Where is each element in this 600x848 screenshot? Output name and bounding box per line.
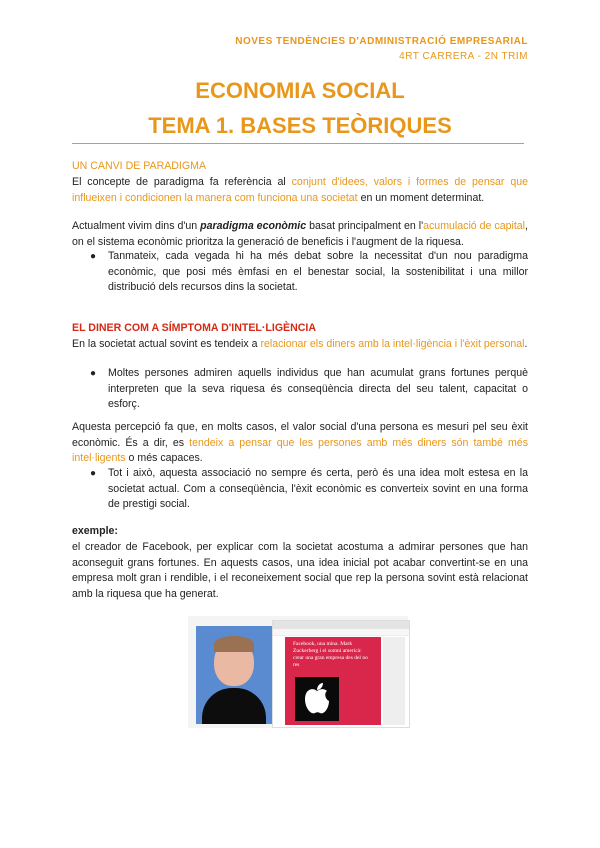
text-run: . (524, 338, 528, 350)
text-run: En la societat actual sovint es tendeix a (72, 338, 261, 350)
article-headline: Facebook, una mina. Mark Zuckerberg i el somni americà: crear una gran empresa des del no res (293, 641, 368, 668)
text-run: basat principalment en l' (306, 220, 424, 232)
title-divider (72, 143, 524, 144)
site-nav-bar (273, 629, 409, 636)
example-label: exemple: (72, 525, 118, 537)
highlight-text: conjunt d'idees, valors i formes de pensar que influeixen i condicionen la manera com funciona una societat (72, 176, 528, 204)
example-figure (188, 616, 408, 728)
bullet-text-prestige: Tot i això, aquesta associació no sempre és certa, però és una idea molt estesa en la societat actual. Com a conseqüència, l'èxit econòmic es converteix sovint en una forma de prestigi social. (108, 467, 528, 511)
photo-shirt (202, 688, 266, 724)
document-title: ECONOMIA SOCIAL (195, 78, 405, 103)
news-article-screenshot (272, 620, 410, 728)
highlight-text: relacionar els diners amb la intel·ligència i l'èxit personal (260, 338, 525, 350)
bullet-marker: ● (90, 368, 97, 379)
course-header: NOVES TENDÈNCIES D'ADMINISTRACIÓ EMPRESARIAL (235, 36, 528, 47)
term-header: 4RT CARRERA - 2N TRIM (399, 51, 528, 62)
text-run: o més capaces. (125, 452, 203, 465)
bullet-text-new-paradigm: Tanmateix, cada vegada hi ha més debat sobre la necessitat d'un nou paradigma econòmic, que posi més èmfasi en el benestar social, la sostenibilitat i una millor distribució dels recursos dins la societat. (108, 250, 528, 294)
paragraph-paradigm-definition (72, 175, 528, 206)
document-subtitle: TEMA 1. BASES TEÒRIQUES (148, 113, 452, 138)
browser-bar (273, 621, 409, 629)
section-heading-paradigm: UN CANVI DE PARADIGMA (72, 160, 207, 172)
paragraph-social-value (72, 420, 528, 467)
bullet-text-admiration: Moltes persones admiren aquells individus que han acumulat grans fortunes perquè interpreten que la seva riquesa és conseqüència directa del seu talent, capacitat o esforç. (108, 367, 528, 411)
text-run: en un moment determinat. (357, 191, 485, 204)
apple-logo-image (295, 677, 339, 721)
bullet-marker: ● (90, 251, 97, 262)
apple-logo-icon (295, 677, 339, 721)
article-sidebar (383, 637, 405, 725)
photo-hair (214, 636, 254, 652)
emphasis-text: paradigma econòmic (200, 220, 307, 232)
text-run: , on el sistema econòmic prioritza la generació de beneficis i l'augment de la riquesa. (72, 220, 528, 248)
example-text: el creador de Facebook, per explicar com la societat acostuma a admirar persones que han aconseguit grans fortunes. En aquests casos, una idea inicial pot acabar convertint-se en una empresa molt gran i rendible, i el reconeixement social que rep la persona sovint està relacionat amb la riquesa que ha generat. (72, 541, 528, 600)
founder-photo (196, 626, 272, 724)
text-run: Aquesta percepció fa que, en molts casos, el valor social d'una persona es mesuri pel seu èxit econòmic. És a dir, es (72, 421, 528, 449)
text-run: El concepte de paradigma fa referència al (72, 176, 292, 188)
highlight-text: tendeix a pensar que les persones amb més diners són també més intel·ligents (72, 436, 528, 465)
paragraph-economic-paradigm (72, 219, 528, 250)
bullet-marker: ● (90, 468, 97, 479)
section-heading-money-intelligence: EL DINER COM A SÍMPTOMA D'INTEL·LIGÈNCIA (72, 322, 317, 334)
highlight-text: acumulació de capital (423, 220, 526, 232)
paragraph-money-success (72, 337, 528, 353)
text-run: Actualment vivim dins d'un (72, 220, 201, 232)
